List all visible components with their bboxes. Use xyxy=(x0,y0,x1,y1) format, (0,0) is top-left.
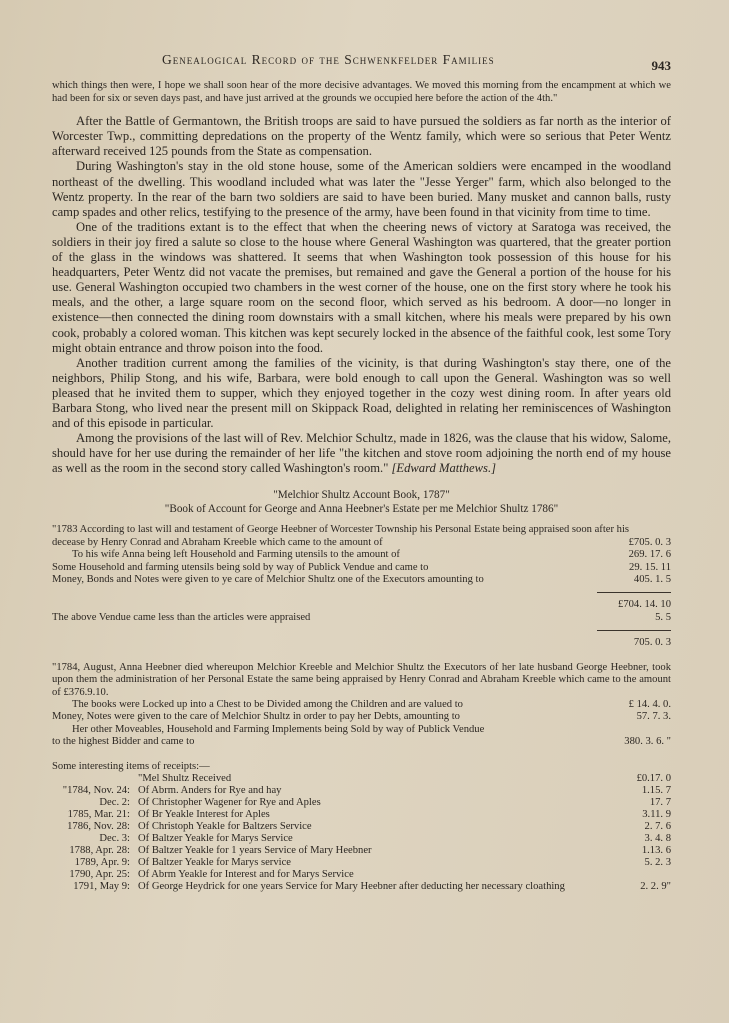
receipt-text: Of Baltzer Yeakle for Marys service xyxy=(138,857,291,869)
page-number: 943 xyxy=(651,58,671,73)
receipt-date: 1791, May 9: xyxy=(73,881,130,893)
receipt-text: Of Baltzer Yeakle for Marys Service xyxy=(138,833,293,845)
amount: 3.11. 9 xyxy=(642,808,671,820)
amount: 380. 3. 6. " xyxy=(624,736,671,748)
receipt-date: 1786, Nov. 28: xyxy=(67,821,130,833)
sum-rule xyxy=(597,592,671,593)
amount: £0.17. 0 xyxy=(636,772,671,784)
amount: 1.13. 6 xyxy=(641,845,671,857)
receipt-row xyxy=(52,833,671,845)
receipt-date: Dec. 2: xyxy=(99,796,130,808)
receipt-text: Of Christopher Wagener for Rye and Aples xyxy=(138,796,321,808)
amount: 17. 7 xyxy=(649,796,671,808)
receipts-label: "Mel Shultz Received xyxy=(138,772,232,784)
receipt-row xyxy=(52,881,671,893)
receipt-text: Of Christoph Yeakle for Baltzers Service xyxy=(138,821,312,833)
account-intro xyxy=(52,524,671,549)
amount: £704. 14. 10 xyxy=(618,599,671,611)
receipt-text: Of Baltzer Yeakle for 1 years Service of Mary Heebner xyxy=(138,845,372,857)
amount: £705. 0. 3 xyxy=(628,536,671,548)
receipt-date: "1784, Nov. 24: xyxy=(62,784,130,796)
page-header xyxy=(52,44,671,80)
account-title: "Melchior Shultz Account Book, 1787" xyxy=(273,489,450,502)
paragraph: After the Battle of Germantown, the British troops are said to have pursued the soldiers as far north as the interior of Worcester Twp., committing depredations on the property of the Wentz family, which were so serious that Peter Wentz afterward received 125 pounds from the State as compensation. xyxy=(52,114,671,159)
letter-ending: which things then were, I hope we shall soon hear of the more decisive advantages. We moved this morning from the encampment at which we had been for six or seven days past, and have just arrived at the grounds we occupied here before the action of the 4th." xyxy=(52,80,671,104)
final-total-row xyxy=(52,637,671,649)
account-item xyxy=(52,736,671,748)
paragraph-text: Among the provisions of the last will of Rev. Melchior Schultz, made in 1826, was the clause that his widow, Salome, should have for her use during the remainder of her life "the kitchen and stove room adjoining the north end of my house as well as the room in the second story called Washington's room." xyxy=(52,431,671,476)
attribution: [Edward Matthews.] xyxy=(391,461,496,476)
account-item xyxy=(52,574,671,586)
receipt-text: Of Abrm Yeakle for Interest and for Marys Service xyxy=(138,869,354,881)
amount: 3. 4. 8 xyxy=(644,833,671,845)
amount: 5. 5 xyxy=(655,611,671,623)
amount: 405. 1. 5 xyxy=(633,574,671,586)
receipt-date: 1790, Apr. 25: xyxy=(69,869,130,881)
receipts-section xyxy=(52,761,671,894)
item-text: Her other Moveables, Household and Farming Implements being Sold by way of Publick Vendue xyxy=(72,723,485,735)
receipt-row xyxy=(52,797,671,809)
receipt-text: Of Abrm. Anders for Rye and hay xyxy=(138,784,282,796)
item-text: To his wife Anna being left Household and Farming utensils to the amount of xyxy=(72,549,400,561)
account-section xyxy=(52,524,671,649)
receipts-heading: Some interesting items of receipts:— xyxy=(52,760,210,772)
receipt-text: Of George Heydrick for one years Service for Mary Heebner after deducting her necessary cloathing xyxy=(138,881,565,893)
item-text: to the highest Bidder and came to xyxy=(52,736,195,748)
account-item xyxy=(52,699,671,711)
account-item xyxy=(52,549,671,561)
receipt-row xyxy=(52,821,671,833)
sum-rule xyxy=(597,630,671,631)
account-1784-text: "1784, August, Anna Heebner died whereupon Melchior Kreeble and Melchior Shultz the Executors of her late husband George Heebner, took upon them the administration of her Personal Estate the same being appraised by Henry Conrad and Abraham Kreeble which came to the amount of £376.9.10. xyxy=(52,661,671,698)
account-1784-section xyxy=(52,662,671,749)
paragraph xyxy=(52,431,671,476)
account-subtitle: "Book of Account for George and Anna Heebner's Estate per me Melchior Shultz 1786" xyxy=(164,503,559,516)
item-text: The above Vendue came less than the articles were appraised xyxy=(52,611,311,623)
account-total-row xyxy=(52,599,671,611)
amount xyxy=(611,869,671,881)
receipt-text: Of Br Yeakle Interest for Aples xyxy=(138,808,270,820)
receipt-date: Dec. 3: xyxy=(99,833,130,845)
item-text: Money, Notes were given to the care of Melchior Shultz in order to pay her Debts, amounting to xyxy=(52,711,460,723)
account-item xyxy=(52,562,671,574)
receipt-row xyxy=(52,857,671,869)
main-text xyxy=(52,114,671,476)
amount: 1.15. 7 xyxy=(641,784,671,796)
amount: 5. 2. 3 xyxy=(644,857,671,869)
receipt-row xyxy=(52,785,671,797)
item-text: Some Household and farming utensils being sold by way of Publick Vendue and came to xyxy=(52,561,429,573)
item-text: The books were Locked up into a Chest to be Divided among the Children and are valued to xyxy=(72,698,463,710)
paragraph: During Washington's stay in the old stone house, some of the American soldiers were encamped in the woodland northeast of the dwelling. This woodland included what was later the "Jesse Yerger" farm, which also belonged to the Wentz property. In the rear of the barn two soldiers are said to have been buried. Many musket and cannon balls, rusty camp spades and other relics, testifying to the presence of the army, have been found in that vicinity from time to time. xyxy=(52,159,671,219)
account-intro-text: "1783 According to last will and testament of George Heebner of Worcester Township his Personal Estate being appraised soon after his decease by Henry Conrad and Abraham Kreeble which came to the amount of xyxy=(52,524,630,548)
amount: 269. 17. 6 xyxy=(628,549,671,561)
account-item xyxy=(52,711,671,723)
receipt-date: 1788, Apr. 28: xyxy=(69,845,130,857)
paragraph: Another tradition current among the families of the vicinity, is that during Washington's stay there, one of the neighbors, Philip Stong, and his wife, Barbara, were bold enough to call upon the General. Washington was so well pleased that he invited them to supper, which they enjoyed together in the cozy west dining room. In after years old Barbara Stong, who lived near the present mill on Skippack Road, delighted in relating her reminiscences of Washington and of this episode in particular. xyxy=(52,355,671,431)
amount: 705. 0. 3 xyxy=(633,637,671,649)
vendue-row xyxy=(52,612,671,624)
receipt-row xyxy=(52,869,671,881)
amount: 57. 7. 3. xyxy=(636,711,671,723)
amount: £ 14. 4. 0. xyxy=(628,698,671,710)
amount: 2. 7. 6 xyxy=(644,821,671,833)
receipts-label-row xyxy=(52,773,671,785)
receipt-date: 1789, Apr. 9: xyxy=(74,857,130,869)
amount: 2. 2. 9" xyxy=(640,881,671,893)
amount: 29. 15. 11 xyxy=(629,561,671,573)
receipt-row xyxy=(52,845,671,857)
running-title: Genealogical Record of the Schwenkfelder Families xyxy=(162,52,495,67)
paragraph: One of the traditions extant is to the effect that when the cheering news of victory at Saratoga was received, the soldiers in their joy fired a salute so close to the house where General Washington was quartered, that the greater portion of the glass in the windows was shattered. It seems that when Washington took possession of this house for his headquarters, Peter Wentz did not vacate the premises, but remained and gave the General a portion of the house for his use. General Washington occupied two chambers in the west corner of the house, one on the first story where he took his meals, and the other, a large square room on the second floor, which served as his bedroom. A door—no longer in existence—then connected the dining room downstairs with a small kitchen, where his meals were prepared by his own cook, probably a colored woman. This kitchen was kept securely locked in the absence of the faithful cook, lest some Tory might obtain entrance and throw poison into the food. xyxy=(52,219,671,355)
receipt-date: 1785, Mar. 21: xyxy=(67,808,130,820)
receipt-row xyxy=(52,809,671,821)
item-text: Money, Bonds and Notes were given to ye care of Melchior Shultz one of the Executors amounting to xyxy=(52,574,484,586)
